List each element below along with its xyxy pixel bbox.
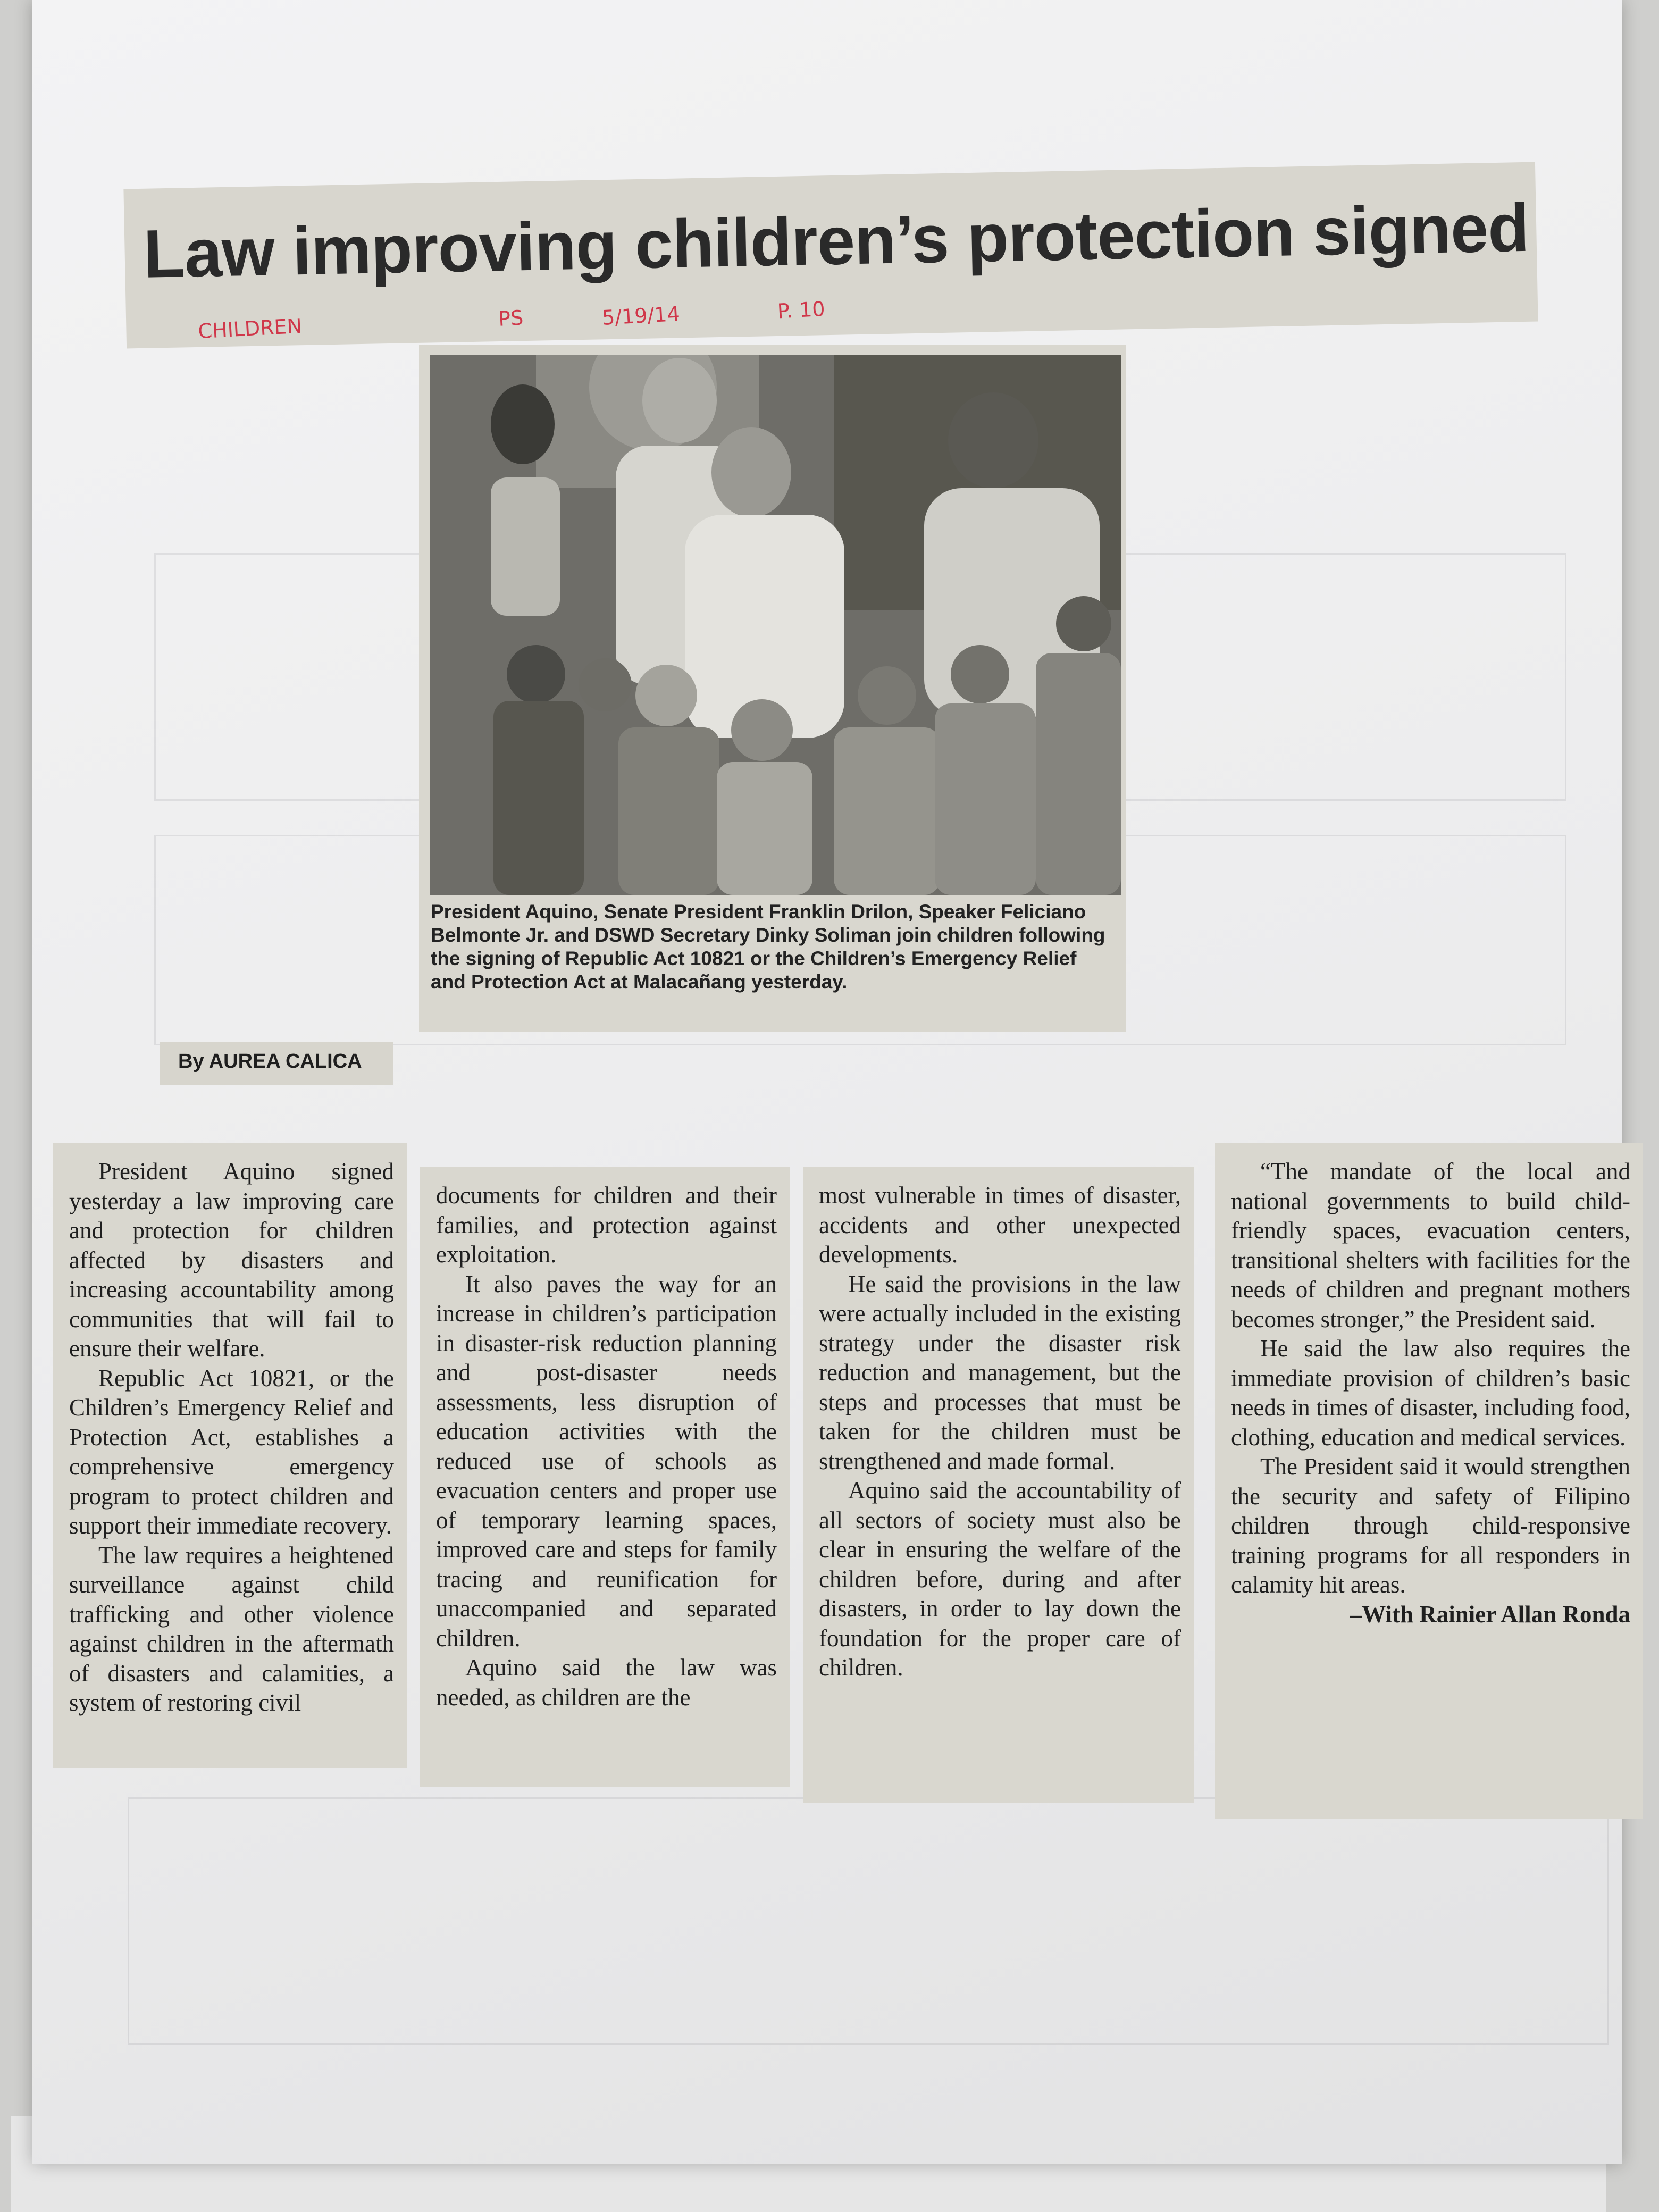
paragraph: It also paves the way for an increase in children’s participation in disaster-risk reduction planning and post-disaster needs assessments, less disruption of education activities with the reduced use of schools as evacuation centers and proper use of temporary learning spaces, improved care and steps for family tracing and reunification for unaccompanied and separated children.	[436, 1270, 777, 1652]
paragraph: Aquino said the accountability of all sectors of society must also be clear in ensuring the welfare of the children before, during and after disasters, in order to lay down the foundation for the proper care of children.	[819, 1477, 1181, 1681]
headline-clipping	[123, 162, 1538, 349]
bleed-through-form	[128, 1797, 1609, 2045]
source-annotation: PS	[498, 306, 524, 331]
paragraph: Aquino said the law was needed, as children are the	[436, 1654, 777, 1711]
section-annotation: CHILDREN	[197, 314, 303, 343]
paragraph: The law requires a heightened surveillance against child trafficking and other violence against children in the aftermath of disasters and calamities, a system of restoring civil	[69, 1541, 394, 1716]
article-column-4	[1215, 1143, 1643, 1819]
article-column-1	[53, 1143, 407, 1768]
article-column-3	[803, 1167, 1194, 1803]
paragraph: President Aquino signed yesterday a law improving care and protection for children affected by disasters and increasing accountability among communities that will fail to ensure their welfare.	[69, 1158, 394, 1362]
paragraph: documents for children and their families, and protection against exploitation.	[436, 1182, 777, 1268]
paragraph: The President said it would strengthen the security and safety of Filipino children through child-responsive training programs for all responders in calamity hit areas.	[1231, 1453, 1630, 1598]
byline-clipping	[160, 1042, 393, 1085]
news-photo	[430, 355, 1121, 895]
page-annotation: P. 10	[776, 297, 826, 323]
paragraph: most vulnerable in times of disaster, accidents and other unexpected developments.	[819, 1182, 1181, 1268]
paragraph: “The mandate of the local and national governments to build child-friendly spaces, evacuation centers, transitional shelters with facilities for the needs of children and pregnant mothers becomes stronger,” the President said.	[1231, 1158, 1630, 1333]
photo-caption: President Aquino, Senate President Franklin Drilon, Speaker Feliciano Belmonte Jr. and DSWD Secretary Dinky Soliman join children following the signing of Republic Act 10821 or the Children’s Emergency Relief and Protection Act at Malacañang yesterday.	[431, 901, 1105, 993]
paragraph: Republic Act 10821, or the Children’s Emergency Relief and Protection Act, establishes a comprehensive emergency program to protect children and support their immediate recovery.	[69, 1364, 394, 1539]
signoff: –With Rainier Allan Ronda	[1350, 1601, 1630, 1628]
paragraph: He said the provisions in the law were actually included in the existing strategy under the disaster risk reduction and management, but the steps and processes that must be taken for the children must be strengthened and made formal.	[819, 1270, 1181, 1474]
byline: By AUREA CALICA	[178, 1050, 362, 1073]
paragraph: He said the law also requires the immediate provision of children’s basic needs in times of disaster, including food, clothing, education and medical services.	[1231, 1335, 1630, 1451]
photo-clipping	[419, 345, 1126, 1032]
bleed-through-letterhead	[457, 11, 1255, 149]
headline: Law improving children’s protection signed	[143, 189, 1530, 292]
date-annotation: 5/19/14	[601, 301, 681, 330]
article-column-2	[420, 1167, 790, 1787]
